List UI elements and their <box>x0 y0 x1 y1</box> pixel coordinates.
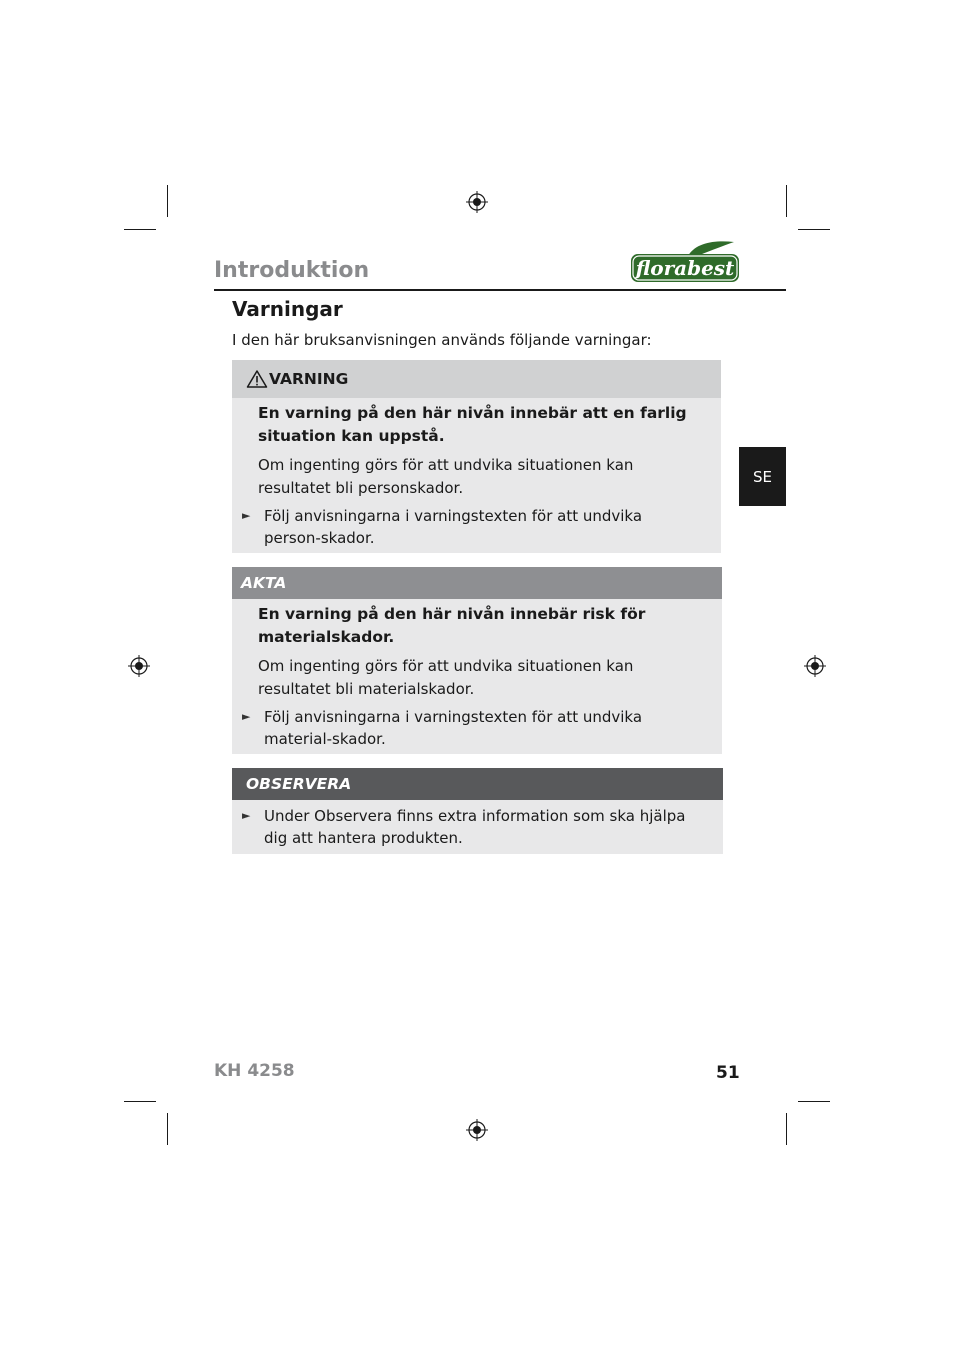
footer-model: KH 4258 <box>214 1061 295 1081</box>
header-rule <box>214 289 786 291</box>
warning-box-akta <box>232 567 722 754</box>
observera-header <box>232 768 723 800</box>
observera-bullet <box>232 800 723 849</box>
akta-bullet <box>232 701 722 750</box>
varning-bullet-text: Följ anvisningarna i varningstexten för att undvika person-skador. <box>264 507 643 547</box>
varning-header <box>232 360 721 398</box>
warning-box-varning <box>232 360 721 553</box>
chapter-title: Introduktion <box>214 258 370 283</box>
crop-mark <box>167 185 168 217</box>
varning-label: VARNING <box>269 370 349 388</box>
varning-bold-text: En varning på den här nivån innebär att en farlig situation kan uppstå. <box>258 404 687 445</box>
note-box-observera <box>232 768 723 854</box>
bullet-arrow-icon: ► <box>242 509 251 522</box>
crop-mark <box>798 1101 830 1102</box>
florabest-logo <box>630 240 740 284</box>
akta-label: AKTA <box>241 574 287 592</box>
registration-mark-icon <box>128 655 150 677</box>
crop-mark <box>798 229 830 230</box>
crop-mark <box>124 1101 156 1102</box>
bullet-arrow-icon: ► <box>242 710 251 723</box>
observera-label: OBSERVERA <box>246 775 352 793</box>
registration-mark-icon <box>804 655 826 677</box>
varning-bullet <box>232 500 721 549</box>
crop-mark <box>167 1113 168 1145</box>
language-tab: SE <box>739 447 786 506</box>
section-title: Varningar <box>232 297 343 321</box>
registration-mark-icon <box>466 1119 488 1141</box>
intro-text: I den här bruksanvisningen används följande varningar: <box>232 331 652 349</box>
observera-bullet-text: Under Observera finns extra information som ska hjälpa dig att hantera produkten. <box>264 807 686 847</box>
warning-triangle-icon <box>246 369 268 389</box>
crop-mark <box>124 229 156 230</box>
crop-mark <box>786 185 787 217</box>
bullet-arrow-icon: ► <box>242 809 251 822</box>
akta-header <box>232 567 722 599</box>
varning-body-text: Om ingenting görs för att undvika situationen kan resultatet bli personskador. <box>258 456 634 497</box>
akta-bold-text: En varning på den här nivån innebär risk för materialskador. <box>258 605 646 646</box>
registration-mark-icon <box>466 191 488 213</box>
svg-text:florabest: florabest <box>635 256 735 280</box>
akta-bullet-text: Följ anvisningarna i varningstexten för att undvika material-skador. <box>264 708 643 748</box>
page-number: 51 <box>716 1063 740 1083</box>
crop-mark <box>786 1113 787 1145</box>
akta-body-text: Om ingenting görs för att undvika situationen kan resultatet bli materialskador. <box>258 657 634 698</box>
